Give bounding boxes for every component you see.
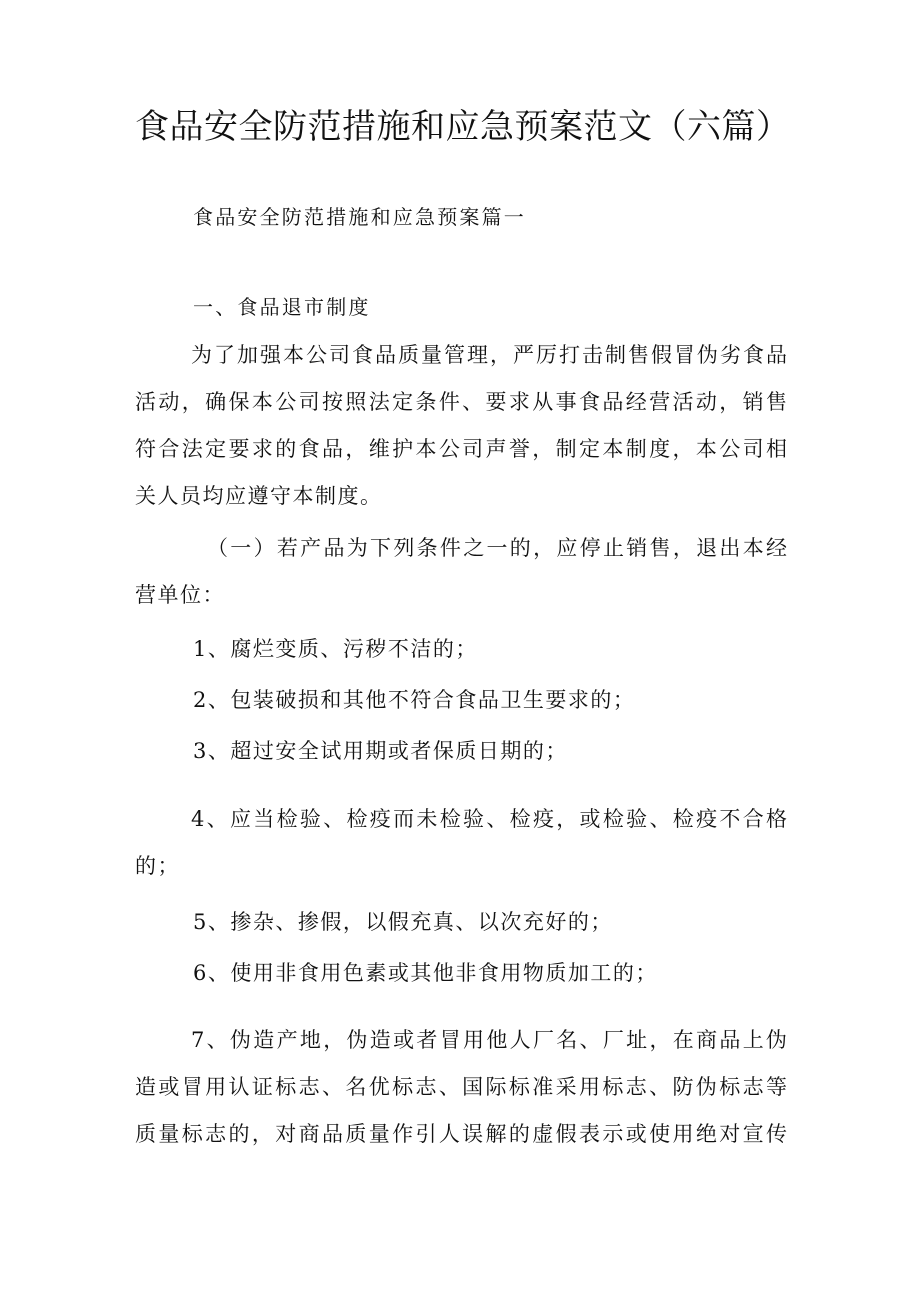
list-item-7 [135,1025,787,1166]
clause-paragraph [135,533,787,627]
paragraph-line: 造或冒用认证标志、名优标志、国际标准采用标志、防伪标志等 [135,1075,787,1099]
paragraph-line: 关人员均应遵守本制度。 [135,484,383,508]
paragraph-line: 符合法定要求的食品，维护本公司声誉，制定本制度，本公司相 [135,437,787,461]
list-item: 6、使用非食用色素或其他非食用物质加工的； [193,961,658,985]
intro-paragraph [135,340,787,528]
paragraph-line: （一）若产品为下列条件之一的，应停止销售，退出本经 [207,536,787,560]
list-item: 3、超过安全试用期或者保质日期的； [193,739,568,763]
paragraph-line: 的； [135,854,180,878]
section-heading: 一、食品退市制度 [193,295,371,319]
list-item: 1、腐烂变质、污秽不洁的； [193,637,478,661]
paragraph-line: 质量标志的，对商品质量作引人误解的虚假表示或使用绝对宣传 [135,1122,787,1146]
list-item: 2、包装破损和其他不符合食品卫生要求的； [193,688,636,712]
list-item: 5、掺杂、掺假，以假充真、以次充好的； [193,910,613,934]
paragraph-line: 4、应当检验、检疫而未检验、检疫，或检验、检疫不合格 [191,807,787,831]
document-subtitle: 食品安全防范措施和应急预案篇一 [193,205,526,229]
list-item-4 [135,804,787,898]
paragraph-line: 活动，确保本公司按照法定条件、要求从事食品经营活动，销售 [135,390,787,414]
paragraph-line: 为了加强本公司食品质量管理，严厉打击制售假冒伪劣食品 [191,343,787,367]
paragraph-line: 7、伪造产地，伪造或者冒用他人厂名、厂址，在商品上伪 [191,1028,787,1052]
paragraph-line: 营单位： [135,583,225,607]
document-title: 食品安全防范措施和应急预案范文（六篇） [135,107,791,147]
